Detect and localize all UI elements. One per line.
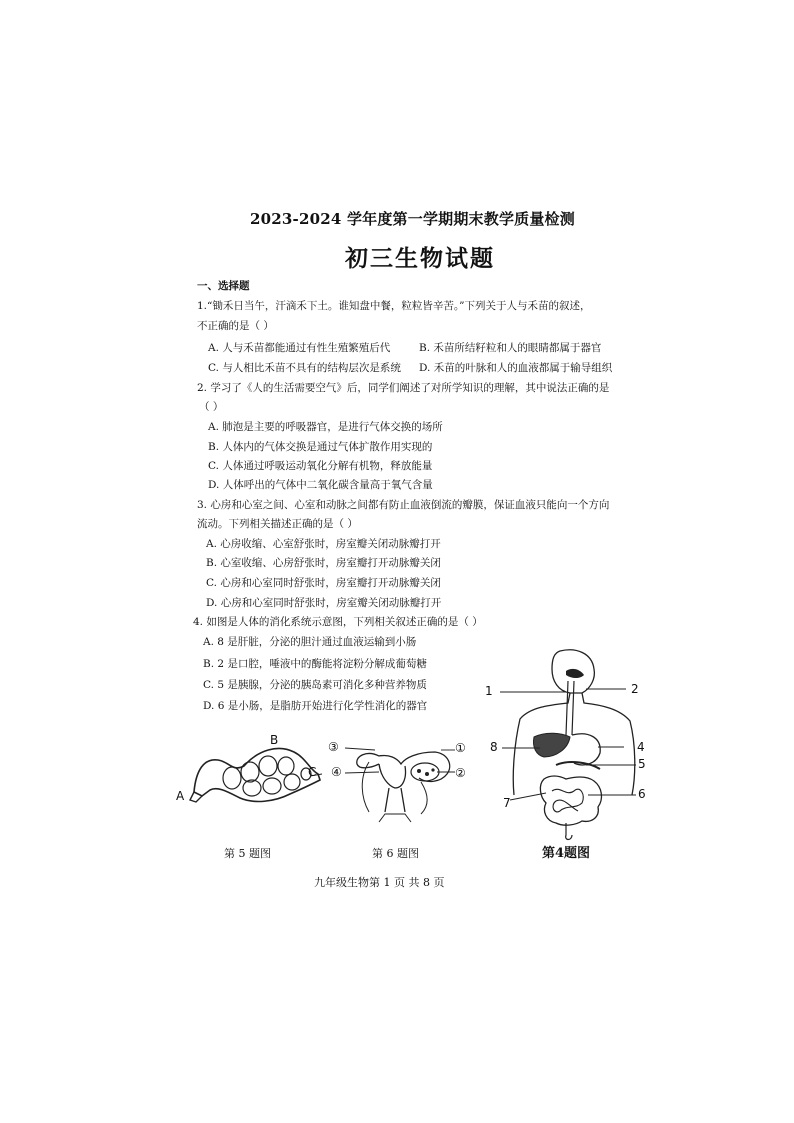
fig6-label-3: ③ xyxy=(328,740,339,754)
fig6-label-4: ④ xyxy=(331,765,342,779)
fig6-caption: 第 6 题图 xyxy=(372,847,419,860)
stomach xyxy=(572,734,600,765)
leader-line-7 xyxy=(510,793,546,800)
alveolus-cell xyxy=(241,762,259,782)
follicle xyxy=(417,769,421,773)
alveolus-cell xyxy=(259,756,277,776)
question-1-option-d: D. 禾苗的叶脉和人的血液都属于输导组织 xyxy=(419,362,613,374)
alveolus-cell xyxy=(223,767,241,789)
question-3-stem-line1: 3. 心房和心室之间、心室和动脉之间都有防止血液倒流的瓣膜，保证血液只能向一个方向 xyxy=(197,499,610,511)
fig4-label-6: 6 xyxy=(638,787,646,801)
question-4-option-b: B. 2 是口腔，唾液中的酶能将淀粉分解成葡萄糖 xyxy=(203,658,427,670)
figure-5-diagram xyxy=(170,730,330,810)
leader-line-3 xyxy=(345,748,375,750)
question-2-option-d: D. 人体呼出的气体中二氧化碳含量高于氧气含量 xyxy=(208,479,433,491)
fig4-label-2: 2 xyxy=(631,682,639,696)
question-1-option-c: C. 与人相比禾苗不具有的结构层次是系统 xyxy=(208,362,401,374)
small-intestine xyxy=(552,789,583,812)
exam-subtitle: 初三生物试题 xyxy=(345,245,495,272)
pelvis-base xyxy=(379,814,411,822)
figure-4-diagram xyxy=(490,645,660,845)
pancreas xyxy=(556,762,600,769)
question-4-option-c: C. 5 是胰腺，分泌的胰岛素可消化多种营养物质 xyxy=(203,679,427,691)
section-heading: 一、选择题 xyxy=(197,280,250,292)
exam-title: 2023-2024 学年度第一学期期末教学质量检测 xyxy=(250,210,575,228)
question-2-option-b: B. 人体内的气体交换是通过气体扩散作用实现的 xyxy=(208,441,433,453)
left-oviduct xyxy=(357,754,379,768)
leader-line-4 xyxy=(345,772,379,773)
esophagus xyxy=(566,681,574,735)
alveolus-cell xyxy=(284,774,300,790)
question-2-option-c: C. 人体通过呼吸运动氧化分解有机物，释放能量 xyxy=(208,460,433,472)
question-2-option-a: A. 肺泡是主要的呼吸器官，是进行气体交换的场所 xyxy=(208,421,443,433)
fig4-label-4: 4 xyxy=(637,740,645,754)
page-footer: 九年级生物第 1 页 共 8 页 xyxy=(314,876,445,889)
question-3-option-d: D. 心房和心室同时舒张时，房室瓣关闭动脉瓣打开 xyxy=(206,597,442,609)
fig4-label-5: 5 xyxy=(638,757,646,771)
follicle xyxy=(425,772,429,776)
fig6-label-2: ② xyxy=(455,766,466,780)
question-2-stem-line1: 2. 学习了《人的生活需要空气》后，同学们阐述了对所学知识的理解，其中说法正确的是 xyxy=(197,382,610,394)
liver xyxy=(533,733,570,757)
fig4-caption: 第4题图 xyxy=(542,846,591,861)
question-2-stem-line2: （ ） xyxy=(199,401,224,413)
alveolus-cell xyxy=(263,778,281,794)
question-3-option-c: C. 心房和心室同时舒张时，房室瓣打开动脉瓣关闭 xyxy=(206,577,441,589)
question-1-option-a: A. 人与禾苗都能通过有性生殖繁殖后代 xyxy=(208,342,391,354)
question-4-stem: 4. 如图是人体的消化系统示意图，下列相关叙述正确的是（ ） xyxy=(193,616,483,628)
torso-outline xyxy=(513,693,635,795)
fig5-label-a: A xyxy=(176,789,185,803)
fig5-label-b: B xyxy=(270,733,279,747)
fig6-label-1: ① xyxy=(455,741,466,755)
follicle xyxy=(431,768,434,771)
question-3-option-a: A. 心房收缩、心室舒张时，房室瓣关闭动脉瓣打开 xyxy=(206,538,441,550)
figure-6-diagram xyxy=(345,738,460,828)
fig4-label-7: 7 xyxy=(503,796,511,810)
fig4-label-1: 1 xyxy=(485,684,493,698)
alveolus-cell xyxy=(278,757,294,775)
question-1-stem-line1: 1.“锄禾日当午，汗滴禾下土。谁知盘中餐，粒粒皆辛苦。”下列关于人与禾苗的叙述， xyxy=(197,300,591,312)
question-1-stem-line2: 不正确的是（ ） xyxy=(197,320,274,332)
question-4-option-d: D. 6 是小肠，是脂肪开始进行化学性消化的器官 xyxy=(203,700,428,712)
fig5-label-c: C xyxy=(308,765,317,779)
oral-cavity xyxy=(566,669,584,678)
question-4-option-a: A. 8 是肝脏，分泌的胆汁通过血液运输到小肠 xyxy=(203,636,417,648)
alveolus-cell xyxy=(243,780,261,796)
ovary xyxy=(411,763,439,781)
fig5-caption: 第 5 题图 xyxy=(224,847,271,860)
question-1-option-b: B. 禾苗所结籽粒和人的眼睛都属于器官 xyxy=(419,342,602,354)
fig4-label-8: 8 xyxy=(490,740,498,754)
vagina xyxy=(385,788,405,812)
question-3-stem-line2: 流动。下列相关描述正确的是（ ） xyxy=(197,518,358,530)
question-3-option-b: B. 心室收缩、心房舒张时，房室瓣打开动脉瓣关闭 xyxy=(206,557,441,569)
uterus xyxy=(379,764,406,788)
large-intestine xyxy=(540,776,601,825)
